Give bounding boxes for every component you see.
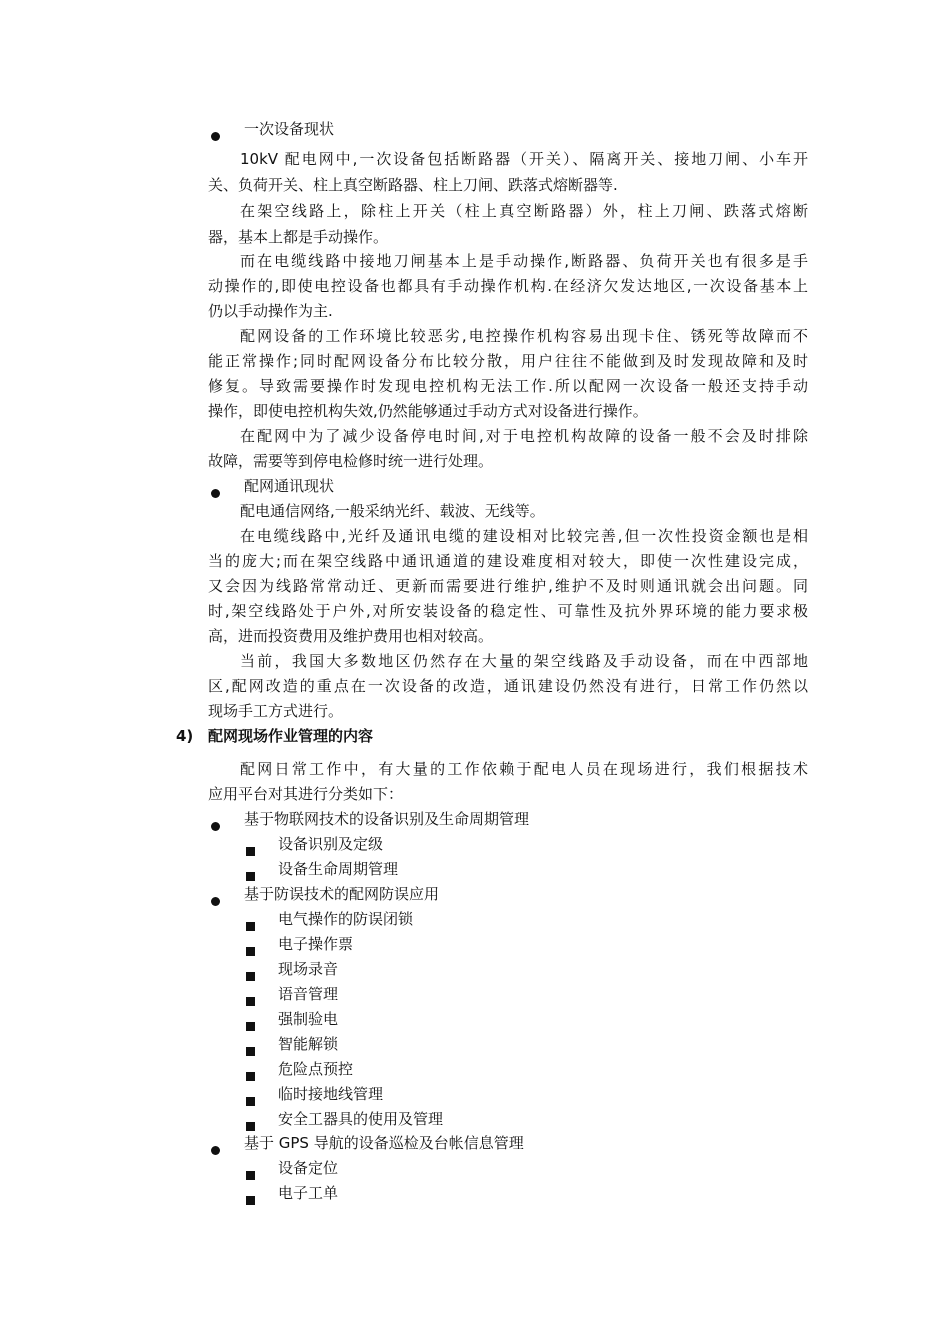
paragraph-line: 当前，我国大多数地区仍然存在大量的架空线路及手动设备，而在中西部地	[240, 652, 808, 670]
paragraph-line: 配网设备的工作环境比较恶劣,电控操作机构容易出现卡住、锈死等故障而不	[240, 327, 808, 345]
bullet-square-icon	[246, 1064, 255, 1089]
paragraph-line: 动操作的,即使电控设备也都具有手动操作机构.在经济欠发达地区,一次设备基本上	[208, 277, 808, 295]
list-item: 语音管理	[278, 985, 339, 1003]
paragraph-line: 关、负荷开关、柱上真空断路器、柱上刀闸、跌落式熔断器等.	[208, 176, 618, 194]
paragraph-line: 修复。导致需要操作时发现电控机构无法工作.所以配网一次设备一般还支持手动	[208, 377, 808, 395]
bullet-dot-icon	[211, 889, 220, 914]
list-item: 电气操作的防误闭锁	[278, 910, 414, 928]
section4-number: 4)	[176, 727, 194, 745]
paragraph-line: 高，进而投资费用及维护费用也相对较高。	[208, 627, 494, 645]
bullet-dot-icon	[211, 124, 220, 149]
list-group-title: 基于防误技术的配网防误应用	[244, 885, 440, 903]
paragraph-line: 应用平台对其进行分类如下：	[208, 785, 404, 803]
list-item: 电子操作票	[278, 935, 354, 953]
bullet-square-icon	[246, 1014, 255, 1039]
list-item: 设备生命周期管理	[278, 860, 399, 878]
paragraph-line: 在配网中为了减少设备停电时间,对于电控机构故障的设备一般不会及时排除	[240, 427, 808, 445]
bullet-square-icon	[246, 914, 255, 939]
list-group-title: 基于 GPS 导航的设备巡检及台帐信息管理	[244, 1134, 524, 1152]
list-item: 安全工器具的使用及管理	[278, 1110, 444, 1128]
bullet-dot-icon	[211, 814, 220, 839]
section4-title: 配网现场作业管理的内容	[208, 727, 374, 745]
paragraph-line: 能正常操作;同时配网设备分布比较分散，用户往往不能做到及时发现故障和及时	[208, 352, 808, 370]
list-item: 电子工单	[278, 1184, 339, 1202]
paragraph-line: 操作，即使电控机构失效,仍然能够通过手动方式对设备进行操作。	[208, 402, 648, 420]
list-group-title: 基于物联网技术的设备识别及生命周期管理	[244, 810, 530, 828]
paragraph-line: 又会因为线路常常动迁、更新而需要进行维护,维护不及时则通讯就会出问题。同	[208, 577, 808, 595]
paragraph-line: 时,架空线路处于户外,对所安装设备的稳定性、可靠性及抗外界环境的能力要求极	[208, 602, 808, 620]
list-item: 临时接地线管理	[278, 1085, 384, 1103]
paragraph-line: 在电缆线路中,光纤及通讯电缆的建设相对比较完善,但一次性投资金额也是相	[240, 527, 808, 545]
paragraph-line: 配网日常工作中，有大量的工作依赖于配电人员在现场进行，我们根据技术	[240, 760, 808, 778]
section2-title: 配网通讯现状	[244, 477, 335, 495]
bullet-square-icon	[246, 1039, 255, 1064]
list-item: 智能解锁	[278, 1035, 339, 1053]
list-item: 现场录音	[278, 960, 339, 978]
paragraph-line: 配电通信网络,一般采纳光纤、载波、无线等。	[240, 502, 545, 520]
paragraph-line: 当的庞大;而在架空线路中通讯通道的建设难度相对较大，即使一次性建设完成，	[208, 552, 808, 570]
list-item: 危险点预控	[278, 1060, 354, 1078]
bullet-square-icon	[246, 1163, 255, 1188]
paragraph-line: 故障，需要等到停电检修时统一进行处理。	[208, 452, 494, 470]
bullet-dot-icon	[211, 481, 220, 506]
bullet-square-icon	[246, 1188, 255, 1213]
paragraph-line: 10kV 配电网中,一次设备包括断路器（开关）、隔离开关、接地刀闸、小车开	[240, 150, 808, 168]
list-item: 设备识别及定级	[278, 835, 384, 853]
paragraph-line: 现场手工方式进行。	[208, 702, 344, 720]
paragraph-line: 而在电缆线路中接地刀闸基本上是手动操作,断路器、负荷开关也有很多是手	[240, 252, 808, 270]
bullet-square-icon	[246, 1089, 255, 1114]
bullet-square-icon	[246, 939, 255, 964]
list-item: 强制验电	[278, 1010, 339, 1028]
bullet-square-icon	[246, 964, 255, 989]
list-item: 设备定位	[278, 1159, 339, 1177]
paragraph-line: 区,配网改造的重点在一次设备的改造，通讯建设仍然没有进行，日常工作仍然以	[208, 677, 808, 695]
paragraph-line: 仍以手动操作为主.	[208, 302, 333, 320]
section1-title: 一次设备现状	[244, 120, 335, 138]
paragraph-line: 在架空线路上，除柱上开关（柱上真空断路器）外，柱上刀闸、跌落式熔断	[240, 202, 808, 220]
paragraph-line: 器，基本上都是手动操作。	[208, 228, 389, 246]
bullet-dot-icon	[211, 1138, 220, 1163]
bullet-square-icon	[246, 989, 255, 1014]
bullet-square-icon	[246, 839, 255, 864]
